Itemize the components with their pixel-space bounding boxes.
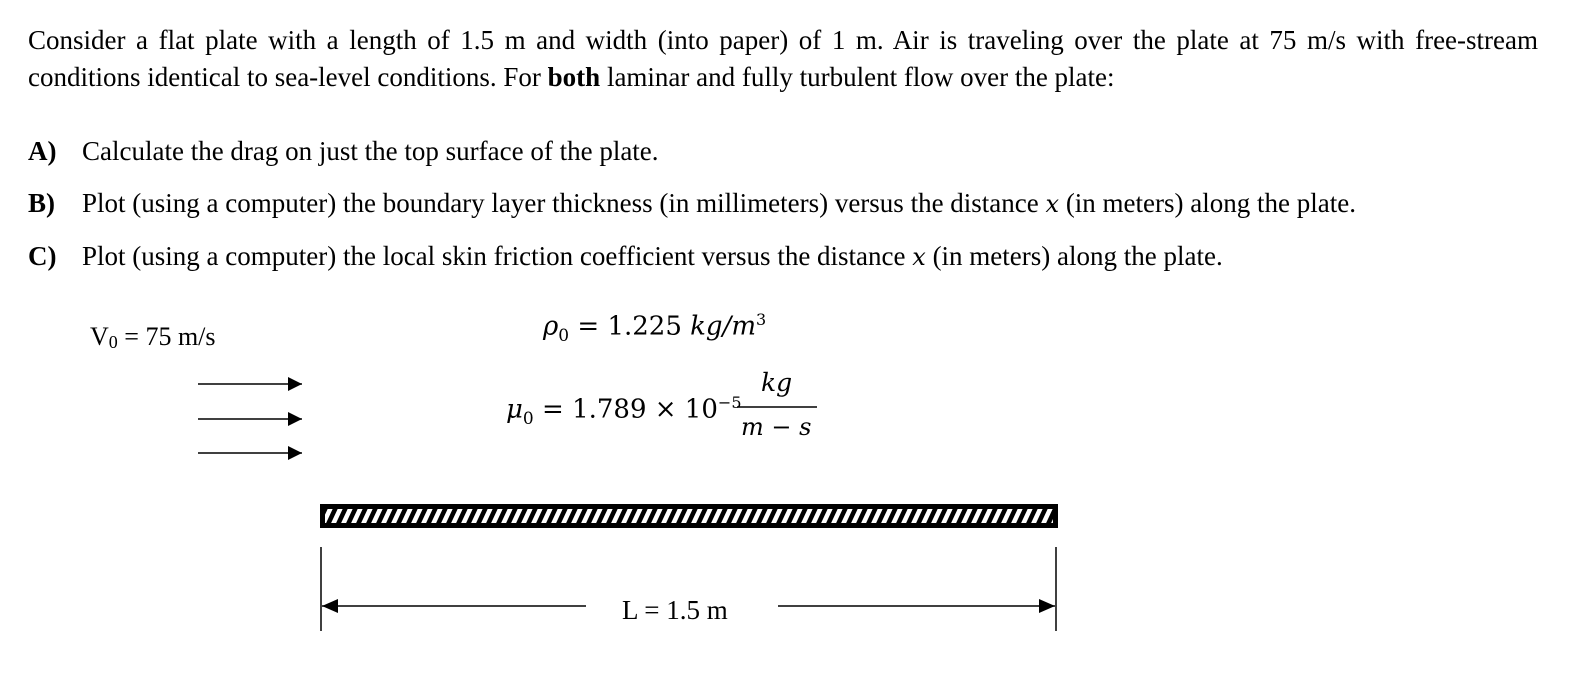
density-value: 1.225	[607, 311, 682, 342]
question-b-variable-x: x	[1045, 190, 1060, 218]
question-b-text-before: Plot (using a computer) the boundary layer thickness (in millimeters) versus the distance	[82, 188, 1046, 218]
flow-arrow-1-head	[288, 377, 302, 391]
question-b-text-after: (in meters) along the plate.	[1059, 188, 1356, 218]
question-c-variable-x: x	[912, 243, 926, 271]
dimension-arrow-right	[1039, 599, 1055, 613]
velocity-subscript: 0	[108, 332, 118, 352]
viscosity-value: 1.789 × 10	[572, 394, 718, 425]
intro-bold-both: both	[547, 62, 601, 92]
velocity-symbol: V	[90, 322, 109, 351]
density-unit: kg/m	[690, 311, 756, 342]
plate-length-label: L = 1.5 m	[622, 595, 728, 625]
question-c-label: C)	[28, 241, 57, 271]
question-c-text-after: (in meters) along the plate.	[925, 241, 1223, 271]
flow-arrow-3-head	[288, 446, 302, 460]
question-b-label: B)	[28, 188, 55, 218]
length-dimension	[321, 547, 1056, 631]
viscosity-subscript: 0	[522, 408, 534, 429]
dimension-arrow-left	[322, 599, 338, 613]
intro-text-1: Consider a flat plate with a length of 1.5 m and width (into paper) of 1 m. Air is traveling over the plate at 75 m/s with free-stream conditions identical to sea-level conditions. For	[28, 25, 1538, 92]
question-a-text: Calculate the drag on just the top surface of the plate.	[82, 136, 659, 166]
question-a-label: A)	[28, 136, 57, 166]
viscosity-unit-numerator: kg	[761, 368, 793, 397]
density-unit-exponent: 3	[755, 310, 767, 329]
flow-arrow-2-head	[288, 412, 302, 426]
density-symbol: ρ	[543, 311, 559, 342]
viscosity-symbol: μ	[506, 394, 523, 425]
viscosity-equals: =	[542, 394, 564, 425]
flat-plate	[320, 504, 1058, 528]
viscosity-exponent: −5	[717, 393, 742, 412]
velocity-value: = 75 m/s	[124, 322, 216, 351]
intro-text-2: laminar and fully turbulent flow over the plate:	[600, 62, 1115, 92]
density-equals: =	[577, 311, 600, 342]
density-subscript: 0	[558, 325, 570, 346]
freestream-arrows	[198, 377, 302, 460]
question-c-text-before: Plot (using a computer) the local skin friction coefficient versus the distance	[82, 241, 913, 271]
viscosity-unit-denominator: m − s	[741, 413, 812, 441]
